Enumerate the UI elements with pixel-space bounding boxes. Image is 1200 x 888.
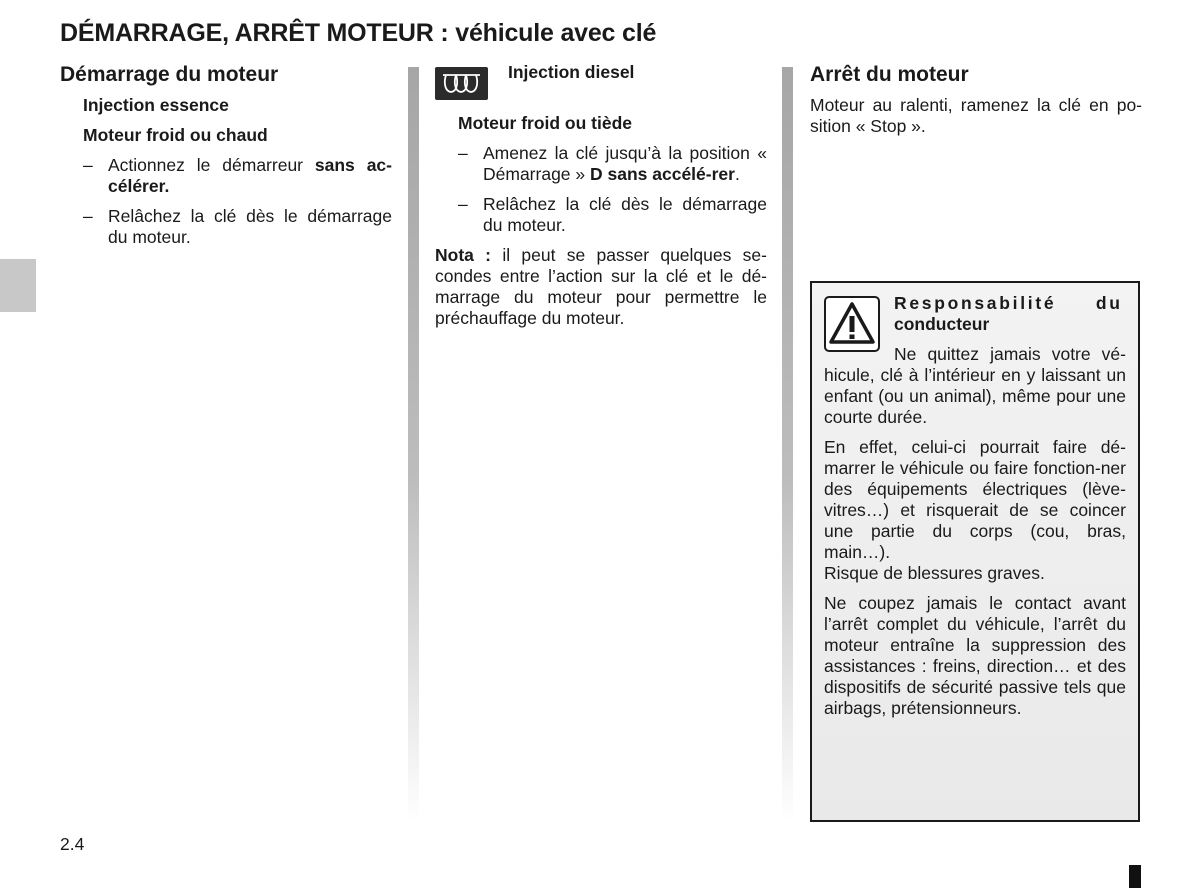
warning-paragraph: Ne quittez jamais votre vé-hicule, clé à l’intérieur en y laissant un enfant (ou un animal), même pour une courte durée. bbox=[824, 344, 1126, 427]
column-divider bbox=[782, 67, 793, 822]
list-item: – Relâchez la clé dès le démarrage du moteur. bbox=[458, 194, 767, 235]
page-edge-mark bbox=[1129, 865, 1141, 888]
list-item: – Actionnez le démarreur sans ac-célérer. bbox=[83, 155, 392, 196]
warning-box bbox=[810, 281, 1140, 822]
section-heading: Démarrage du moteur bbox=[60, 63, 279, 86]
warning-title: Responsabilité du conducteur bbox=[894, 293, 1123, 334]
stop-paragraph: Moteur au ralenti, ramenez la clé en po-sition « Stop ». bbox=[810, 95, 1142, 136]
subheading-petrol: Injection essence bbox=[83, 95, 229, 115]
note-paragraph: Nota : il peut se passer quelques se-condes entre l’action sur la clé et le dé-marrage du moteur pour permettre le préchauffage du moteur. bbox=[435, 245, 767, 328]
section-engine-start bbox=[60, 62, 392, 248]
warning-paragraph: Ne coupez jamais le contact avant l’arrêt complet du véhicule, l’arrêt du moteur entraîne la suppression des assistances : freins, direction… et des dispositifs de sécurité passive tels que airbags, prétensionneurs. bbox=[824, 593, 1126, 718]
subheading-engine-state: Moteur froid ou tiède bbox=[458, 113, 633, 133]
warning-paragraph: En effet, celui-ci pourrait faire dé-marrer le véhicule ou faire fonction-ner des équipements électriques (lève-vitres…) et risquerait de se coincer une partie du corps (cou, bras, main…). bbox=[824, 437, 1126, 562]
section-engine-stop bbox=[810, 62, 1142, 137]
page-number: 2.4 bbox=[60, 834, 85, 854]
section-diesel bbox=[435, 62, 767, 329]
preheat-coil-icon bbox=[435, 67, 488, 100]
chapter-tab bbox=[0, 259, 36, 312]
warning-paragraph: Risque de blessures graves. bbox=[824, 563, 1045, 583]
list-item: – Amenez la clé jusqu’à la position « Démarrage » D sans accélé-rer. bbox=[458, 143, 767, 184]
column-divider bbox=[408, 67, 419, 822]
subheading-engine-state: Moteur froid ou chaud bbox=[83, 125, 268, 145]
warning-triangle-icon bbox=[824, 296, 880, 352]
section-heading: Arrêt du moteur bbox=[810, 63, 969, 86]
page-title: DÉMARRAGE, ARRÊT MOTEUR : véhicule avec clé bbox=[60, 19, 657, 47]
list-item: – Relâchez la clé dès le démarrage du moteur. bbox=[83, 206, 392, 247]
section-heading: Injection diesel bbox=[508, 62, 635, 82]
